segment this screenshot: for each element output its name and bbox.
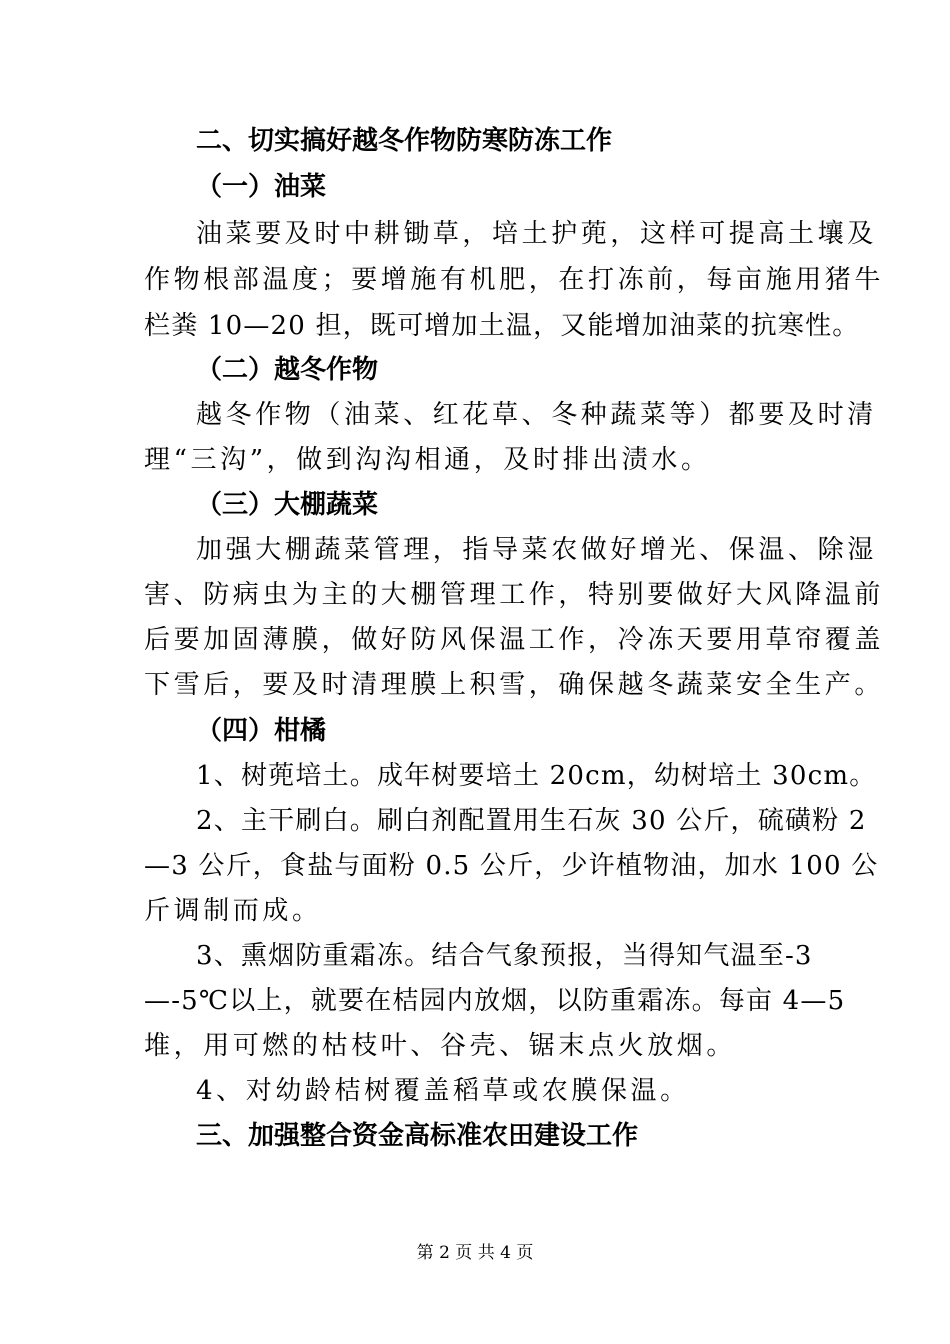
paragraph-line: 1、树蔸培土。成年树要培土 20cm，幼树培土 30cm。: [196, 761, 877, 791]
paragraph-line: 害、防病虫为主的大棚管理工作，特别要做好大风降温前: [144, 580, 885, 610]
subsection-heading: （一）油菜: [196, 172, 327, 202]
paragraph-line: 下雪后，要及时清理膜上积雪，确保越冬蔬菜安全生产。: [144, 670, 885, 700]
paragraph-line: 2、主干刷白。刷白剂配置用生石灰 30 公斤，硫磺粉 2: [196, 806, 867, 836]
paragraph-line: —3 公斤，食盐与面粉 0.5 公斤，少许植物油，加水 100 公: [144, 851, 879, 881]
paragraph-line: 理“三沟”，做到沟沟相通，及时排出渍水。: [144, 445, 711, 475]
paragraph-line: 堆，用可燃的枯枝叶、谷壳、锯末点火放烟。: [144, 1031, 737, 1061]
paragraph-line: 4、对幼龄桔树覆盖稻草或农膜保温。: [196, 1076, 690, 1106]
paragraph-line: 加强大棚蔬菜管理，指导菜农做好增光、保温、除湿: [196, 535, 877, 565]
section-heading: 二、切实搞好越冬作物防寒防冻工作: [196, 126, 613, 156]
paragraph-line: 斤调制而成。: [144, 896, 322, 926]
section-heading: 三、加强整合资金高标准农田建设工作: [196, 1121, 639, 1151]
paragraph-line: 油菜要及时中耕锄草，培土护蔸，这样可提高土壤及: [196, 219, 877, 249]
subsection-heading: （三）大棚蔬菜: [196, 490, 379, 520]
paragraph-line: 越冬作物（油菜、红花草、冬种蔬菜等）都要及时清: [196, 400, 877, 430]
subsection-heading: （二）越冬作物: [196, 355, 379, 385]
paragraph-line: 作物根部温度；要增施有机肥，在打冻前，每亩施用猪牛: [144, 265, 885, 295]
page-number: 第 2 页 共 4 页: [416, 1243, 534, 1263]
paragraph-line: —-5℃以上，就要在桔园内放烟，以防重霜冻。每亩 4—5: [144, 986, 846, 1016]
paragraph-line: 3、熏烟防重霜冻。结合气象预报，当得知气温至-3: [196, 941, 813, 971]
subsection-heading: （四）柑橘: [196, 716, 327, 746]
paragraph-line: 后要加固薄膜，做好防风保温工作，冷冻天要用草帘覆盖: [144, 625, 885, 655]
paragraph-line: 栏粪 10—20 担，既可增加土温，又能增加油菜的抗寒性。: [144, 311, 860, 341]
